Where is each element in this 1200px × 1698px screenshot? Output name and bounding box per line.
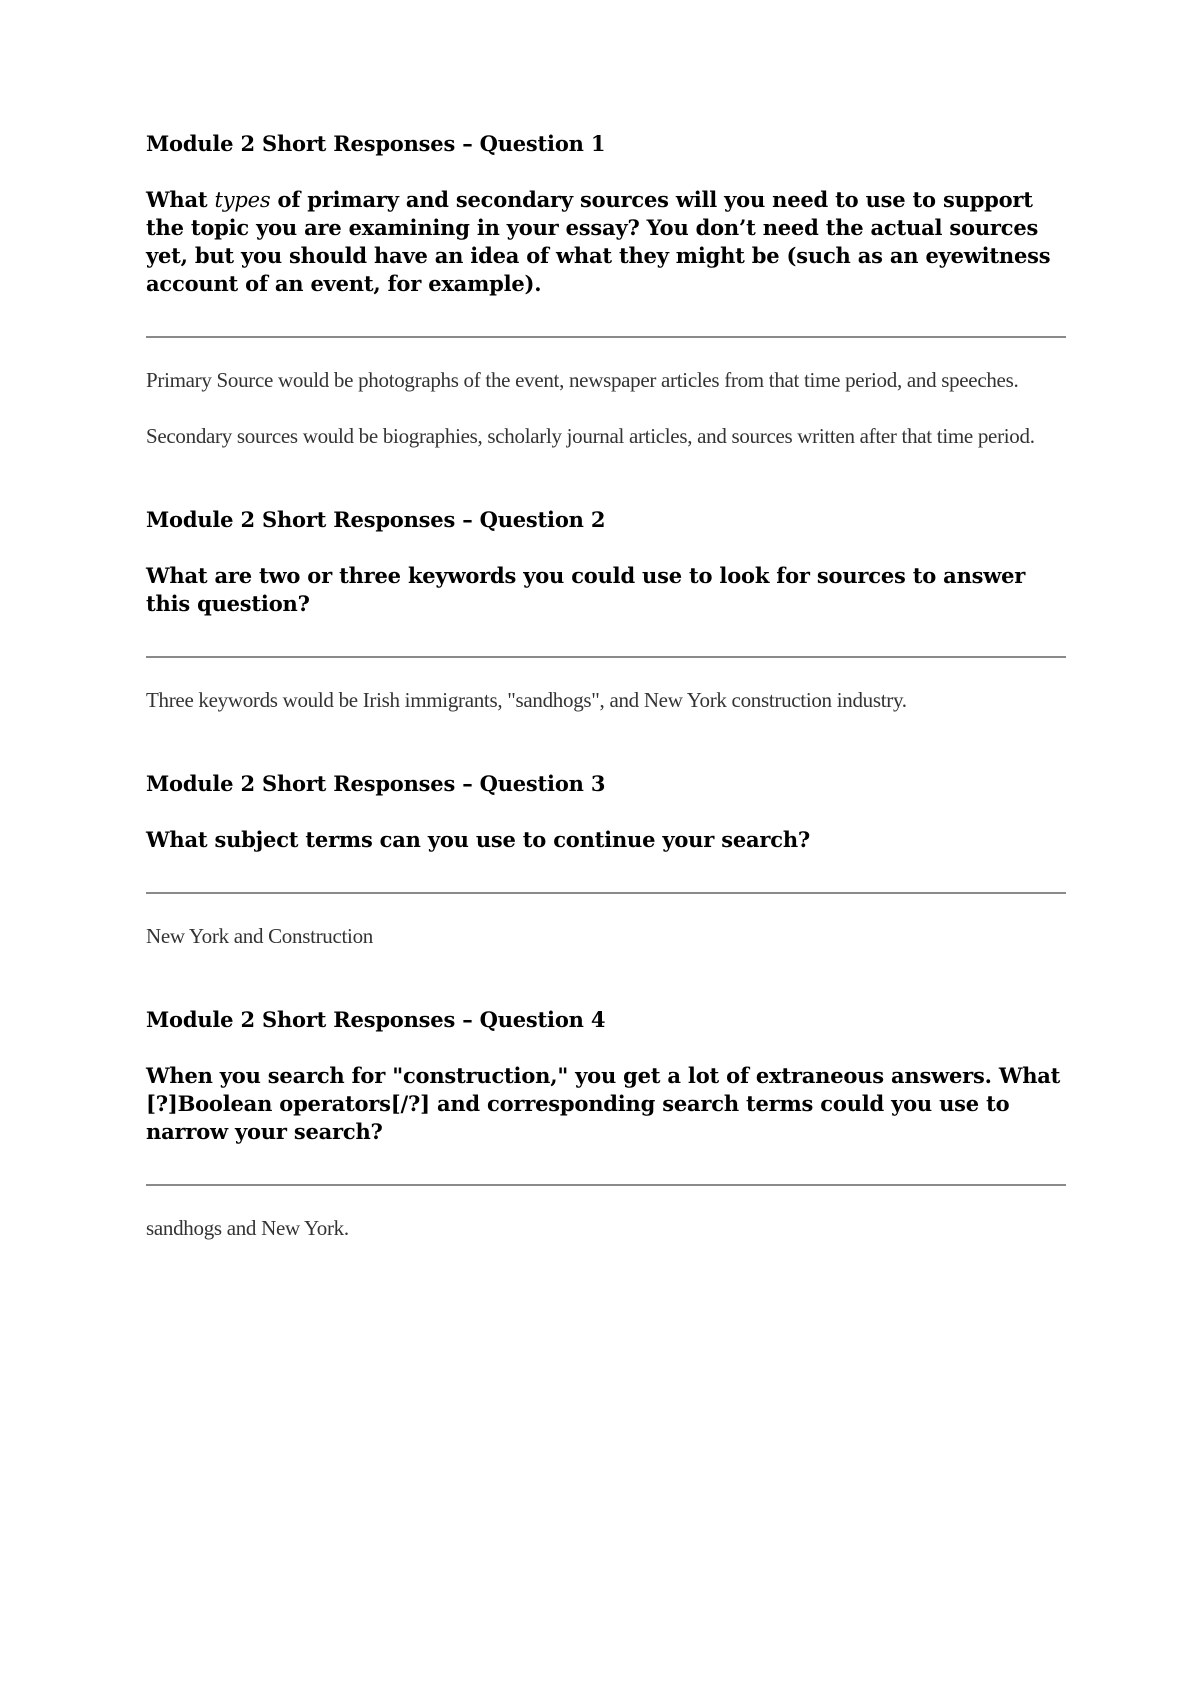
question-1-emphasis: types — [214, 188, 271, 212]
question-2-heading: Module 2 Short Responses – Question 2 — [146, 507, 606, 532]
question-3-section — [146, 770, 1066, 950]
question-1-prompt — [146, 186, 1066, 298]
question-1-section — [146, 130, 1066, 450]
question-4-divider — [146, 1184, 1066, 1186]
question-1-answer-primary: Primary Source would be photographs of the event, newspaper articles from that time period, and speeches. — [146, 368, 1019, 392]
question-3-heading: Module 2 Short Responses – Question 3 — [146, 771, 606, 796]
question-3-prompt: What subject terms can you use to continue your search? — [146, 827, 811, 852]
question-3-divider — [146, 892, 1066, 894]
question-2-prompt: What are two or three keywords you could use to look for sources to answer this question? — [146, 563, 1026, 616]
question-2-divider — [146, 656, 1066, 658]
question-1-prefix: What — [146, 187, 215, 212]
question-4-heading: Module 2 Short Responses – Question 4 — [146, 1007, 606, 1032]
question-1-answer — [146, 366, 1066, 450]
question-1-divider — [146, 336, 1066, 338]
question-1-answer-secondary: Secondary sources would be biographies, scholarly journal articles, and sources written after that time period. — [146, 424, 1035, 448]
question-2-answer: Three keywords would be Irish immigrants, "sandhogs", and New York construction industry. — [146, 688, 907, 712]
question-2-section — [146, 506, 1066, 714]
question-4-answer: sandhogs and New York. — [146, 1216, 349, 1240]
question-3-answer: New York and Construction — [146, 924, 373, 948]
question-4-section — [146, 1006, 1066, 1242]
document-page — [146, 130, 1066, 1242]
question-1-heading: Module 2 Short Responses – Question 1 — [146, 131, 606, 156]
question-1-rest: of primary and secondary sources will you need to use to support the topic you are examining in your essay? You don’t need the actual sources yet, but you should have an idea of what they might be (such as an eyewitness account of an event, for example). — [146, 187, 1051, 296]
question-4-prompt: When you search for "construction," you get a lot of extraneous answers. What [?]Boolean operators[/?] and corresponding search terms could you use to narrow your search? — [146, 1063, 1061, 1144]
